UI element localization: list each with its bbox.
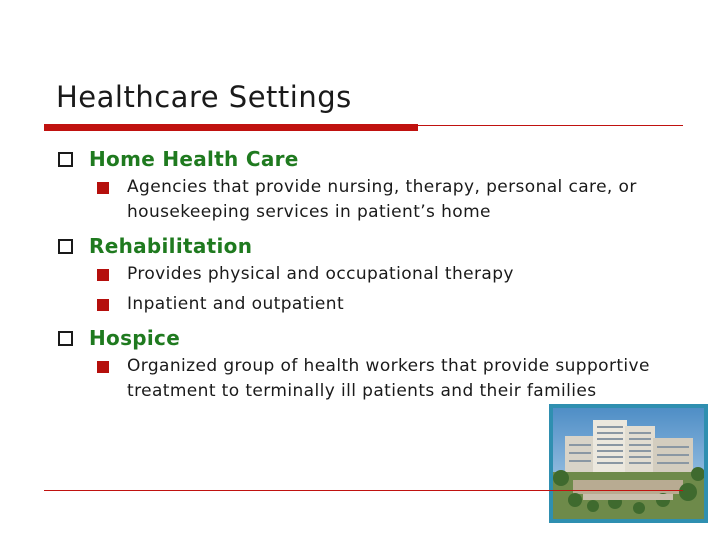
hollow-square-icon — [58, 152, 73, 167]
footer-rule — [44, 490, 683, 491]
list-item — [93, 175, 657, 225]
slide-title: Healthcare Settings — [56, 80, 352, 114]
list-item-text: Agencies that provide nursing, therapy, personal care, or housekeeping services in patient’s home — [127, 177, 637, 222]
list-item — [93, 262, 657, 287]
title-underline-thin — [418, 125, 683, 126]
filled-square-icon — [97, 182, 109, 194]
hollow-square-icon — [58, 239, 73, 254]
section-heading-label: Home Health Care — [89, 147, 299, 171]
filled-square-icon — [97, 299, 109, 311]
filled-square-icon — [97, 269, 109, 281]
hospital-building-image — [553, 408, 704, 519]
section-heading-home-health-care — [58, 143, 658, 175]
hollow-square-icon — [58, 331, 73, 346]
list-item — [93, 292, 657, 317]
bullet-list — [58, 143, 658, 409]
list-item-text: Provides physical and occupational therapy — [127, 264, 514, 284]
section-heading-label: Hospice — [89, 326, 181, 350]
section-heading-rehabilitation — [58, 230, 658, 262]
title-underline-thick — [44, 124, 418, 131]
list-item-text: Inpatient and outpatient — [127, 294, 345, 314]
list-item — [93, 354, 657, 404]
hospital-photo — [549, 404, 708, 523]
section-heading-label: Rehabilitation — [89, 234, 253, 258]
list-item-text: Organized group of health workers that provide supportive treatment to terminally ill patients and their families — [127, 356, 650, 401]
section-heading-hospice — [58, 322, 658, 354]
filled-square-icon — [97, 361, 109, 373]
